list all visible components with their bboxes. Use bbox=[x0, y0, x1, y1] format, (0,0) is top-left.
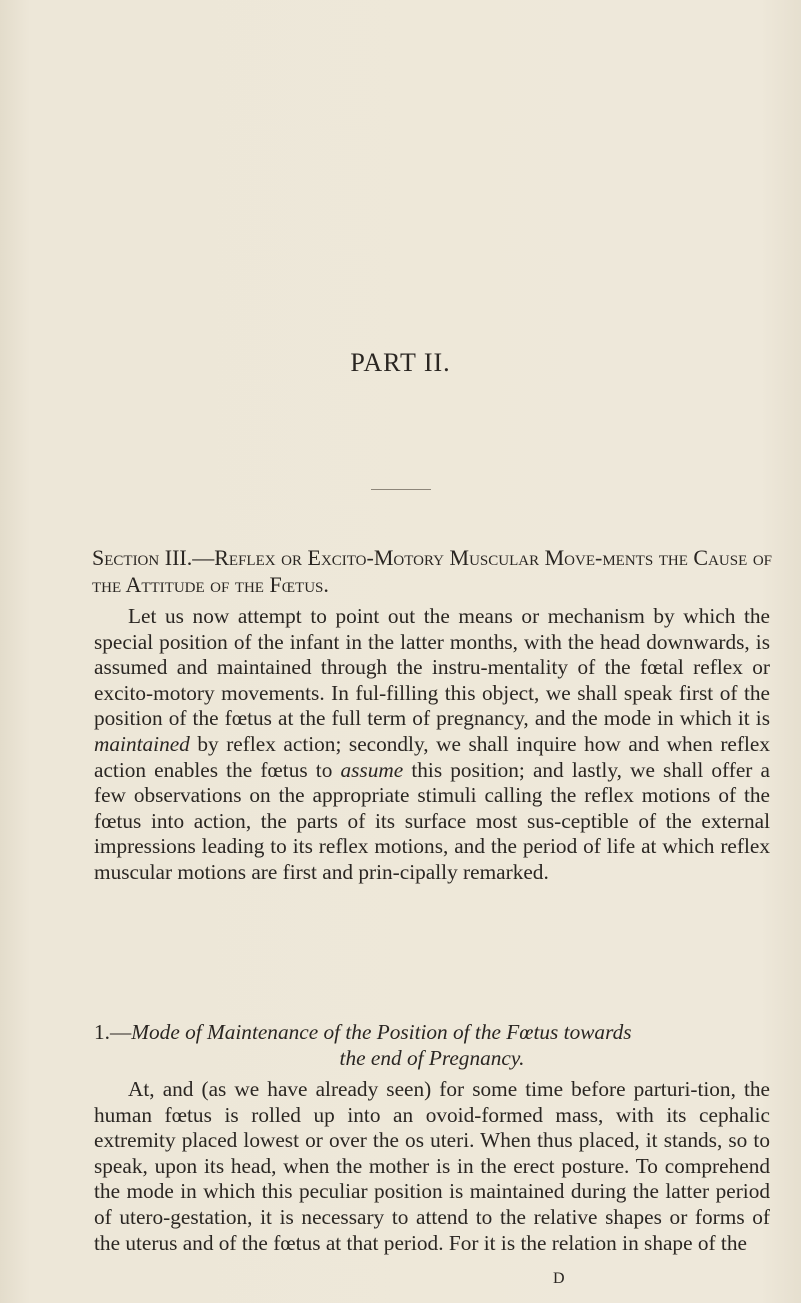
signature-mark: D bbox=[553, 1270, 565, 1287]
paragraph-1-text-a: Let us now attempt to point out the means or mechanism by which the special position of the infant in the latter months, with the head downwards, is assumed and maintained through the instru-mentality of the fœtal reflex or excito-motory movements. In ful-filling this object, we shall speak first of the position of the fœtus at the full term of pregnancy, and the mode in which it is bbox=[94, 604, 770, 731]
part-heading: PART II. bbox=[350, 348, 451, 377]
section-divider bbox=[371, 489, 431, 490]
subheading-line-2: the end of Pregnancy. bbox=[339, 1046, 525, 1070]
paragraph-1-emphasis-maintained: maintained bbox=[94, 731, 190, 756]
paragraph-1-text-b: by reflex action; secondly, we shall inquire how and when reflex action enables the fœtus to bbox=[94, 731, 770, 782]
paragraph-2: At, and (as we have already seen) for some time before parturi-tion, the human fœtus is rolled up into an ovoid-formed mass, with its cephalic extremity placed lowest or over the os uteri. When thus placed, it stands, so to speak, upon its head, when the mother is in the erect posture. To comprehend the mode in which this peculiar position is maintained during the latter period of utero-gestation, it is necessary to attend to the relative shapes or forms of the uterus and of the fœtus at that period. For it is the relation in shape of the bbox=[94, 1077, 770, 1255]
subheading bbox=[94, 1019, 770, 1071]
paragraph-1 bbox=[94, 604, 770, 886]
paragraph-1-emphasis-assume: assume bbox=[340, 757, 404, 782]
section-title: Section III.—Reflex or Excito-Motory Muscular Move-ments the Cause of the Attitude of the Fœtus. bbox=[92, 545, 772, 597]
subheading-number: 1.— bbox=[94, 1020, 132, 1044]
paragraph-1-text-c: this position; and lastly, we shall offer a few observations on the appropriate stimuli calling the reflex motions of the fœtus into action, the parts of its surface most sus-ceptible of the external impressions leading to its reflex motions, and the period of life at which reflex muscular motions are first and prin-cipally remarked. bbox=[94, 757, 770, 884]
subheading-line-1: Mode of Maintenance of the Position of the Fœtus towards bbox=[131, 1020, 632, 1044]
